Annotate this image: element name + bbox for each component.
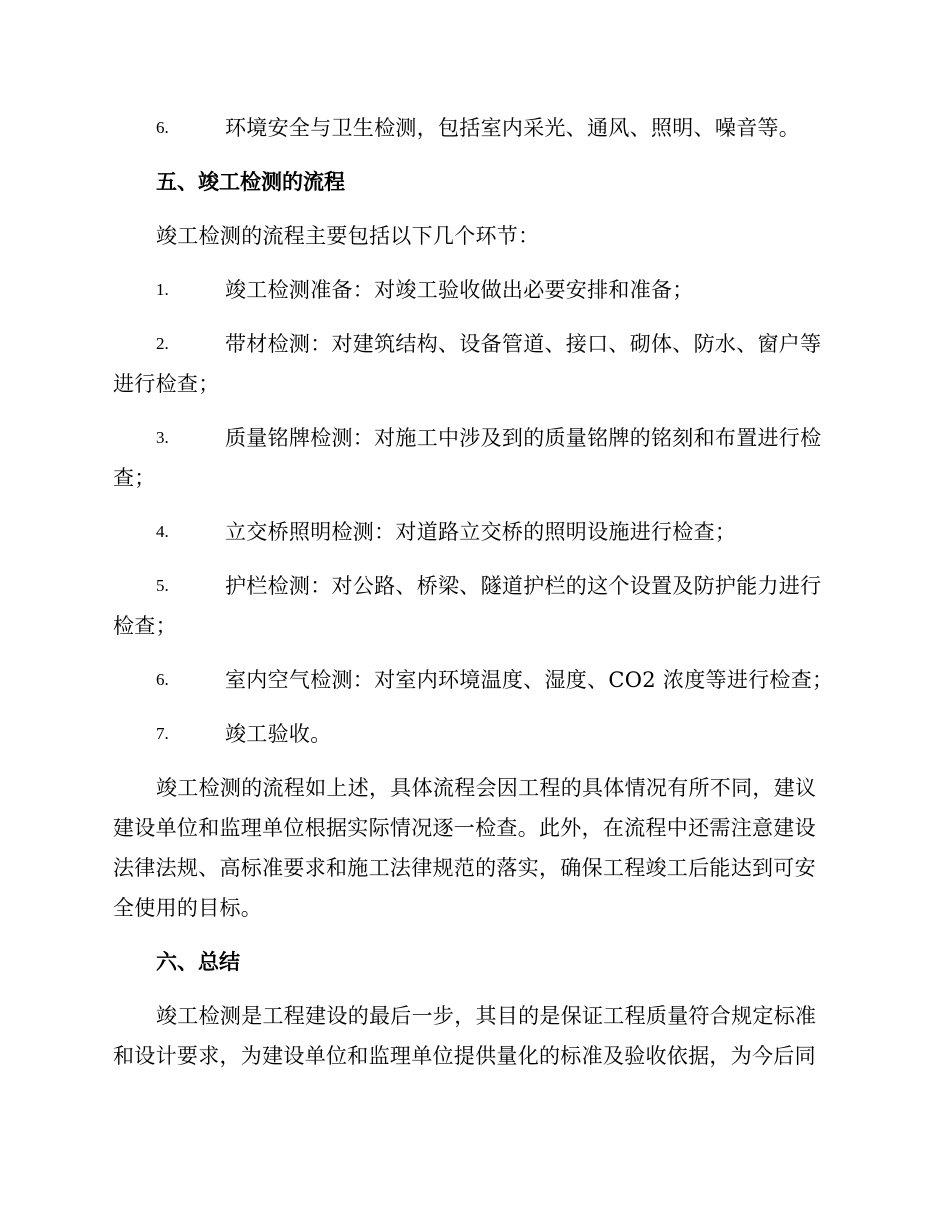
list-number: 6. bbox=[156, 670, 169, 689]
list-number: 4. bbox=[156, 522, 169, 541]
list-text-line: 进行检查； bbox=[113, 372, 220, 396]
list-item-5 bbox=[113, 566, 835, 646]
list-text-line: 护栏检测：对公路、桥梁、隧道护栏的这个设置及防护能力进行 bbox=[225, 574, 822, 598]
list-number: 7. bbox=[156, 724, 169, 743]
paragraph-line: 全使用的目标。 bbox=[113, 896, 263, 920]
list-number: 3. bbox=[156, 428, 169, 447]
list-text-line: 立交桥照明检测：对道路立交桥的照明设施进行检查； bbox=[225, 520, 737, 544]
paragraph-summary bbox=[113, 996, 835, 1076]
list-text-line: 室内空气检测：对室内环境温度、湿度、CO2 浓度等进行检查； bbox=[225, 668, 834, 692]
paragraph-process-intro bbox=[113, 216, 835, 256]
list-text-line: 查； bbox=[113, 466, 156, 490]
section-heading-summary: 六、总结 bbox=[156, 950, 240, 974]
list-text-line: 竣工检测准备：对竣工验收做出必要安排和准备； bbox=[225, 278, 694, 302]
list-item-6 bbox=[113, 660, 835, 700]
paragraph-line: 法律法规、高标准要求和施工法律规范的落实，确保工程竣工后能达到可安 bbox=[113, 856, 816, 880]
list-item-2 bbox=[113, 324, 835, 404]
list-item-4 bbox=[113, 512, 835, 552]
list-text-line: 带材检测：对建筑结构、设备管道、接口、砌体、防水、窗户等 bbox=[225, 332, 822, 356]
list-item-1 bbox=[113, 270, 835, 310]
list-number: 6. bbox=[156, 118, 169, 137]
section-heading-process: 五、竣工检测的流程 bbox=[156, 170, 345, 194]
paragraph-line: 建设单位和监理单位根据实际情况逐一检查。此外，在流程中还需注意建设 bbox=[113, 816, 816, 840]
list-number: 5. bbox=[156, 576, 169, 595]
list-text-line: 检查； bbox=[113, 614, 177, 638]
list-item-7 bbox=[113, 714, 835, 754]
paragraph-line: 竣工检测的流程如上述，具体流程会因工程的具体情况有所不同，建议 bbox=[156, 776, 817, 800]
list-text-line: 环境安全与卫生检测，包括室内采光、通风、照明、噪音等。 bbox=[225, 116, 801, 140]
list-number: 2. bbox=[156, 334, 169, 353]
list-number: 1. bbox=[156, 280, 169, 299]
paragraph-line: 竣工检测是工程建设的最后一步，其目的是保证工程质量符合规定标准 bbox=[156, 1004, 817, 1028]
list-item-3 bbox=[113, 418, 835, 498]
list-text-line: 竣工验收。 bbox=[225, 722, 332, 746]
list-text-line: 质量铭牌检测：对施工中涉及到的质量铭牌的铭刻和布置进行检 bbox=[225, 426, 822, 450]
paragraph-process-summary bbox=[113, 768, 835, 928]
list-item-env-safety bbox=[113, 108, 835, 148]
paragraph-line: 竣工检测的流程主要包括以下几个环节： bbox=[156, 224, 540, 248]
document-body bbox=[113, 108, 835, 1090]
paragraph-line: 和设计要求，为建设单位和监理单位提供量化的标准及验收依据，为今后同 bbox=[113, 1044, 816, 1068]
